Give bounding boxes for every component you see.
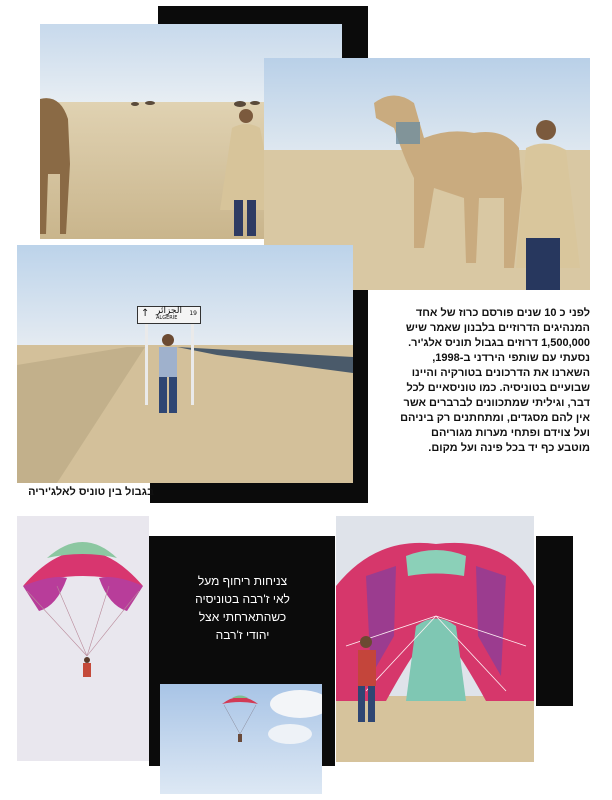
road-sign-arabic: الجزائر bbox=[156, 306, 182, 316]
paragraph-line: ועל צוידם ופתחי מערות מגוריהם bbox=[431, 427, 590, 439]
parasail-caption-line: צניחות ריחוף מעל bbox=[197, 574, 288, 588]
paragraph-line: שבועיים בטוניסיה. כמו טוניסאיים לכל bbox=[406, 382, 590, 394]
paragraph-line: 1,500,000 דרוזים בגבול תוניס אלג'יר. bbox=[408, 337, 590, 349]
article-paragraph bbox=[370, 306, 590, 456]
photo-parasail-small bbox=[160, 684, 322, 794]
paragraph-line: השארנו את הדרכונים בטורקיה והיינו bbox=[411, 367, 590, 379]
paragraph-line: המנהיגים הדרוזיים בלבנון שאמר שיש bbox=[405, 322, 590, 334]
parasail-caption bbox=[160, 572, 325, 644]
paragraph-line: לפני כ 10 שנים פורסם כרוז של אחד bbox=[415, 307, 590, 319]
road-sign bbox=[137, 306, 201, 324]
parasail-caption-line: לאי ז'רבה בטוניסיה bbox=[195, 592, 290, 606]
photo-parasail-ground bbox=[336, 516, 534, 762]
black-block-bottom-right bbox=[536, 536, 573, 706]
photo-parasail-left bbox=[17, 516, 149, 761]
paragraph-line: מוטבע כף יד בכל פינה ועל מקום. bbox=[428, 442, 590, 454]
parasail-caption-line: יהודי ז'רבה bbox=[215, 628, 270, 642]
paragraph-line: נסעתי עם שותפי הירדני ב-1998, bbox=[432, 352, 590, 364]
road-sign-arrow-icon: ↑ bbox=[141, 308, 150, 319]
road-sign-number: 19 bbox=[189, 310, 197, 317]
border-caption: בגבול בין טוניס לאלג'יריה bbox=[28, 486, 154, 498]
paragraph-line: דבר, וגיליתי שמתכוונים לברברים אשר bbox=[403, 397, 590, 409]
paragraph-line: אין להם מסגדים, ומתחתנים רק ביניהם bbox=[400, 412, 590, 424]
photo-border-sign bbox=[17, 245, 353, 483]
road-sign-latin: ALGERIE bbox=[156, 315, 178, 321]
parasail-caption-line: כשהתארחתי אצל bbox=[198, 610, 287, 624]
